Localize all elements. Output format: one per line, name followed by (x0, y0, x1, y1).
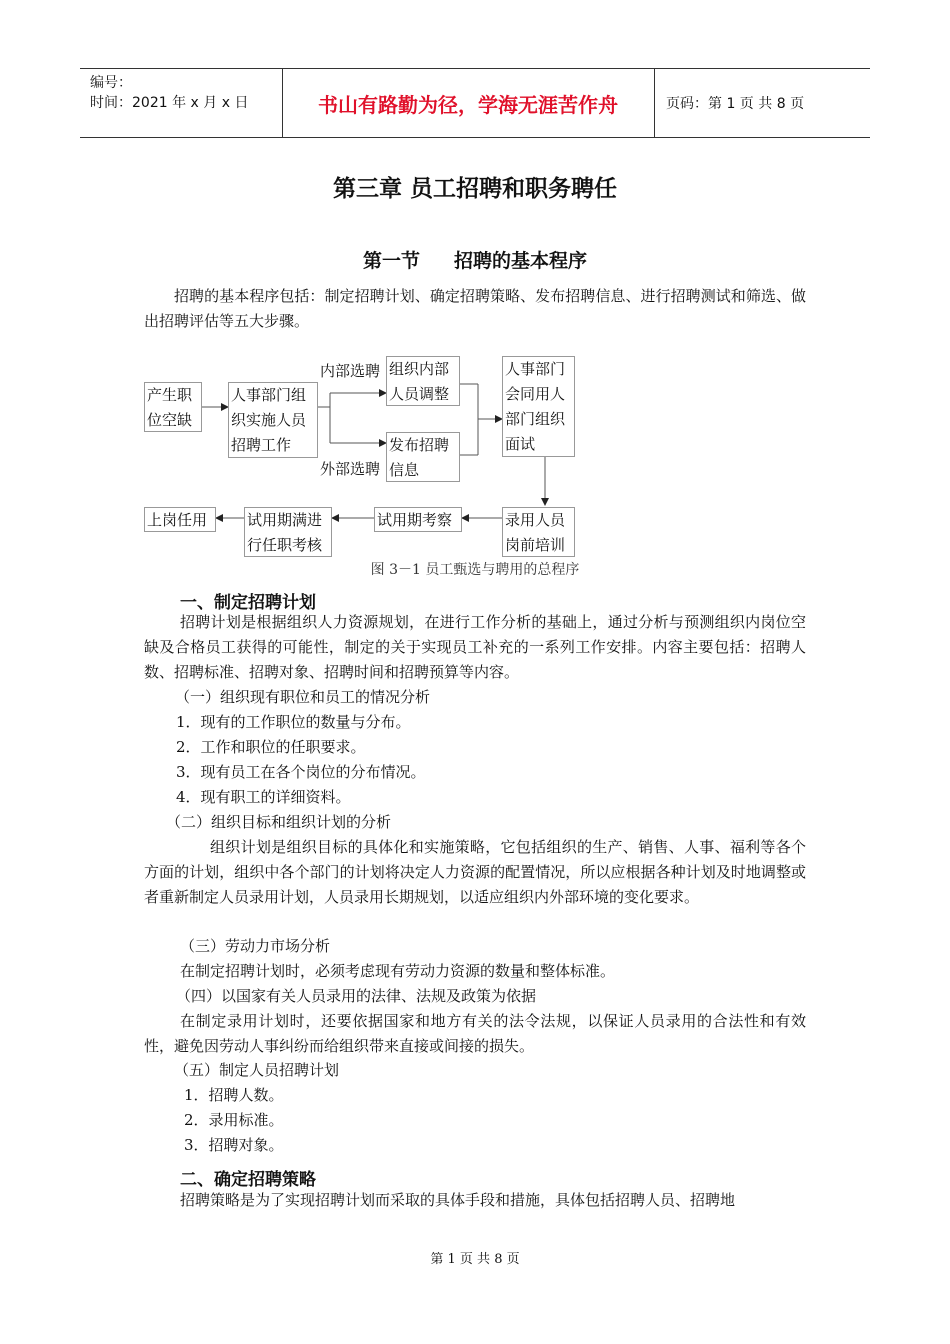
subsection-3-text: 在制定招聘计划时，必须考虑现有劳动力资源的数量和整体标准。 (180, 962, 616, 980)
time-label: 时间：2021 年 x 月 x 日 (90, 95, 249, 111)
subsection-1: （一）组织现有职位和员工的情况分析 (175, 688, 431, 706)
subsection-5: （五）制定人员招聘计划 (174, 1061, 340, 1079)
list-item: 2．工作和职位的任职要求。 (176, 738, 366, 756)
flow-node-training: 录用人员岗前培训 (502, 507, 575, 557)
flow-node-hr-organize: 人事部门组织实施人员招聘工作 (228, 382, 318, 458)
flow-node-internal-adjust: 组织内部人员调整 (386, 356, 460, 406)
intro-paragraph: 招聘的基本程序包括：制定招聘计划、确定招聘策略、发布招聘信息、进行招聘测试和筛选、做出招聘评估等五大步骤。 (144, 287, 806, 330)
label-internal: 内部选聘 (320, 362, 381, 380)
chapter-title: 第三章 员工招聘和职务聘任 (332, 176, 617, 202)
heading-part1: 一、制定招聘计划 (180, 593, 316, 613)
subsection-2: （二）组织目标和组织计划的分析 (166, 813, 392, 831)
heading-part2: 二、确定招聘策略 (180, 1170, 316, 1190)
flow-node-publish-info: 发布招聘信息 (386, 432, 460, 482)
flow-node-interview: 人事部门会同用人部门组织面试 (502, 356, 575, 457)
flow-node-probation: 试用期考察 (374, 507, 462, 532)
subsection-2-text: 组织计划是组织目标的具体化和实施策略，它包括组织的生产、销售、人事、福利等各个方面的计划，组织中各个部门的计划将决定人力资源的配置情况，所以应根据各种计划及时地调整或者重新制定人员录用计划，人员录用长期规划，以适应组织内外部环境的变化要求。 (144, 838, 806, 906)
flow-node-post: 上岗任用 (144, 507, 216, 532)
list-item: 4．现有职工的详细资料。 (176, 788, 351, 806)
header-page-info: 页码：第 1 页 共 8 页 (666, 96, 805, 112)
section-name: 招聘的基本程序 (454, 250, 588, 272)
header-motto: 书山有路勤为径，学海无涯苦作舟 (318, 92, 618, 117)
list-item: 3．现有员工在各个岗位的分布情况。 (176, 763, 426, 781)
flow-node-vacancy: 产生职位空缺 (144, 382, 202, 432)
figure-caption: 图 3－1 员工甄选与聘用的总程序 (370, 562, 580, 578)
page-footer: 第 1 页 共 8 页 (430, 1252, 520, 1267)
number-label: 编号： (90, 75, 132, 91)
part2-text: 招聘策略是为了实现招聘计划而采取的具体手段和措施，具体包括招聘人员、招聘地 (180, 1191, 736, 1209)
part1-intro: 招聘计划是根据组织人力资源规划，在进行工作分析的基础上，通过分析与预测组织内岗位空缺及合格员工获得的可能性，制定的关于实现员工补充的一系列工作安排。内容主要包括：招聘人数、招聘标准、招聘对象、招聘时间和招聘预算等内容。 (144, 613, 806, 681)
list-item: 1．招聘人数。 (184, 1086, 284, 1104)
subsection-4: （四）以国家有关人员录用的法律、法规及政策为依据 (176, 987, 537, 1005)
label-external: 外部选聘 (320, 460, 381, 478)
list-item: 2．录用标准。 (184, 1111, 284, 1129)
flow-node-assessment: 试用期满进行任职考核 (244, 507, 332, 557)
list-item: 3．招聘对象。 (184, 1136, 284, 1154)
flowchart-connectors (0, 0, 950, 600)
subsection-3: （三）劳动力市场分析 (180, 937, 331, 955)
section-number: 第一节 (362, 250, 420, 272)
list-item: 1．现有的工作职位的数量与分布。 (176, 713, 411, 731)
subsection-4-text: 在制定录用计划时，还要依据国家和地方有关的法令法规，以保证人员录用的合法性和有效性，避免因劳动人事纠纷而给组织带来直接或间接的损失。 (144, 1012, 806, 1055)
